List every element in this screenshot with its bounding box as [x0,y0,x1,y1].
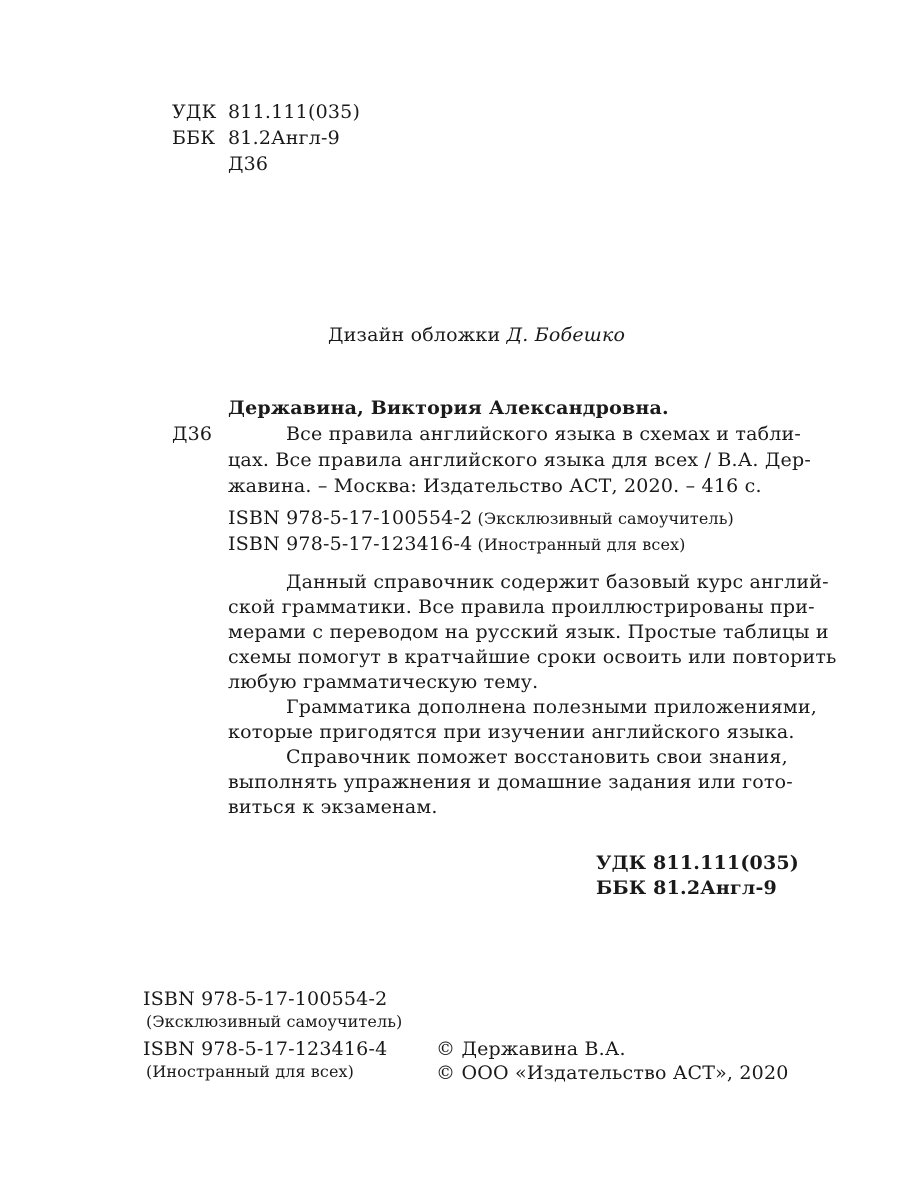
isbn-number: ISBN 978-5-17-123416-4 [143,1038,388,1060]
annotation-line: любую грамматическую тему. [228,671,539,693]
isbn-note: (Иностранный для всех) [477,535,686,554]
bbk-bottom: ББК 81.2Англ-9 [596,877,777,899]
description-line: жавина. – Москва: Издательство АСТ, 2020. – 416 с. [228,475,762,497]
annotation-line: ской грамматики. Все правила проиллюстрированы при- [228,596,815,618]
copyright-publisher: © ООО «Издательство АСТ», 2020 [436,1062,789,1084]
annotation-line: мерами с переводом на русский язык. Простые таблицы и [228,621,829,643]
udk-bottom: УДК 811.111(035) [596,852,799,874]
cover-design-credit [328,323,625,347]
annotation-line: виться к экзаменам. [228,796,438,818]
isbn-number: ISBN 978-5-17-100554-2 [228,507,473,529]
annotation-line: которые пригодятся при изучении английского языка. [228,721,795,743]
isbn-number: ISBN 978-5-17-100554-2 [143,988,388,1010]
isbn-line [228,506,734,530]
isbn-note: (Эксклюзивный самоучитель) [146,1012,403,1031]
bbk-label: ББК [172,127,216,149]
annotation-line: Данный справочник содержит базовый курс англий- [286,571,829,593]
annotation-line: схемы помогут в кратчайшие сроки освоить или повторить [228,646,837,668]
isbn-number: ISBN 978-5-17-123416-4 [228,533,473,555]
annotation-line: Справочник поможет восстановить свои знания, [286,746,788,768]
annotation-line: Грамматика дополнена полезными приложениями, [286,696,817,718]
description-line: Все правила английского языка в схемах и табли- [286,423,802,445]
isbn-line [228,532,685,556]
isbn-note: (Эксклюзивный самоучитель) [477,509,734,528]
author-sign-side: Д36 [172,423,213,445]
author-sign: Д36 [228,153,269,175]
isbn-note: (Иностранный для всех) [146,1062,354,1081]
annotation-line: выполнять упражнения и домашние задания или гото- [228,771,793,793]
description-line: цах. Все правила английского языка для всех / В.А. Дер- [228,449,811,471]
author-heading: Державина, Виктория Александровна. [228,397,669,419]
copyright-author: © Державина В.А. [436,1038,626,1060]
udk-label: УДК [172,101,217,123]
cover-design-label: Дизайн обложки [328,324,501,346]
bbk-value: 81.2Англ-9 [228,127,340,149]
udk-value: 811.111(035) [228,101,361,123]
cover-designer-name: Д. Бобешко [506,324,626,346]
